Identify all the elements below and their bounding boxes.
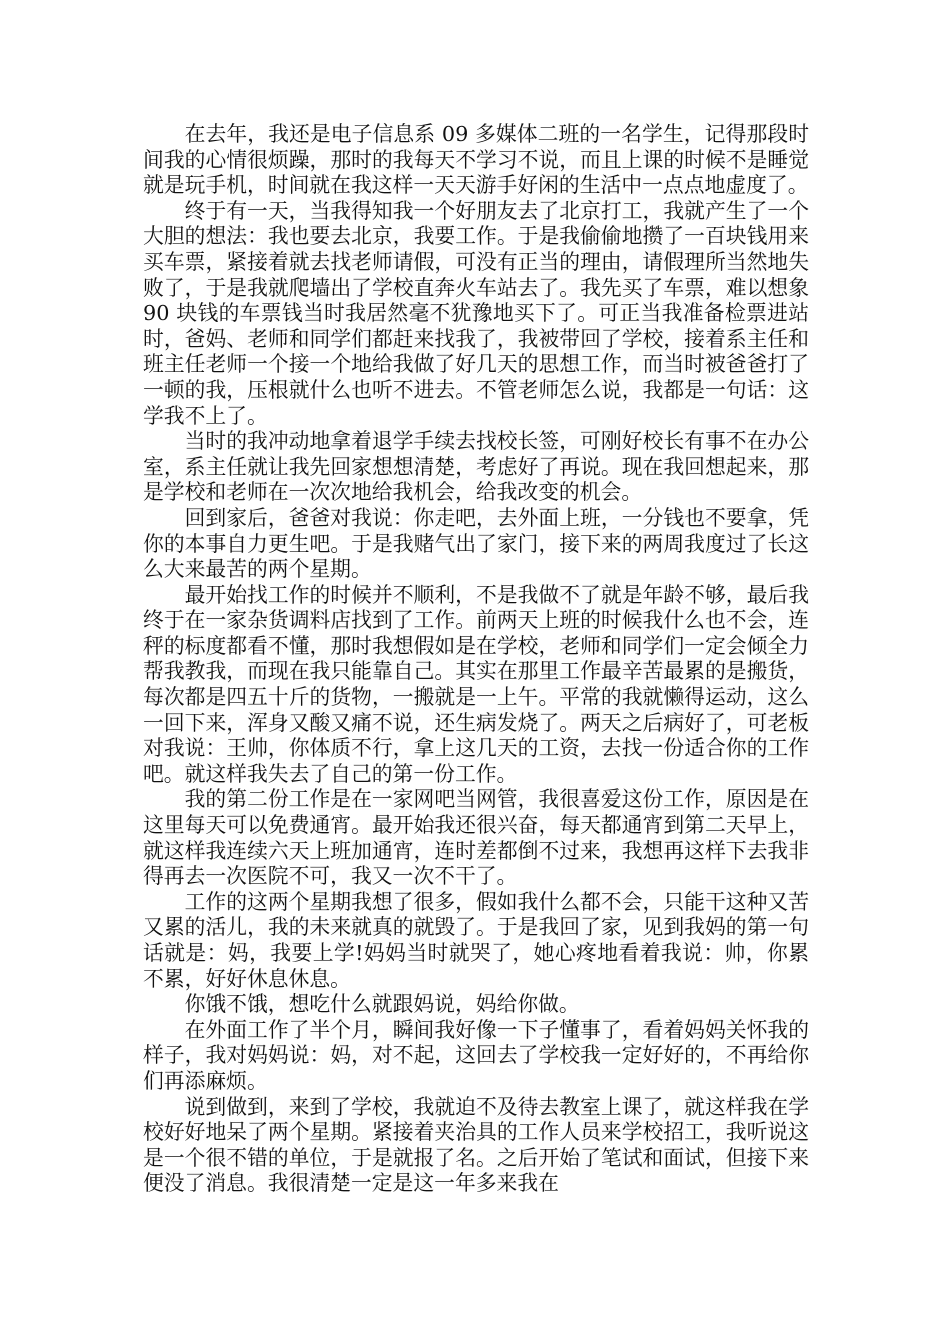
paragraph: 在外面工作了半个月，瞬间我好像一下子懂事了，看着妈妈关怀我的样子，我对妈妈说：妈，对不起，这回去了学校我一定好好的，不再给你们再添麻烦。 [143,1017,809,1093]
paragraph: 我的第二份工作是在一家网吧当网管，我很喜爱这份工作，原因是在这里每天可以免费通宵。最开始我还很兴奋，每天都通宵到第二天早上，就这样我连续六天上班加通宵，连时差都倒不过来，我想再这样下去我非得再去一次医院不可，我又一次不干了。 [143,787,809,889]
paragraph: 你饿不饿，想吃什么就跟妈说，妈给你做。 [184,992,580,1017]
paragraph: 工作的这两个星期我想了很多，假如我什么都不会，只能干这种又苦又累的活儿，我的未来就真的就毁了。于是我回了家，见到我妈的第一句话就是：妈，我要上学!妈妈当时就哭了，她心疼地看着我说：帅，你累不累，好好休息休息。 [143,889,809,991]
paragraph: 最开始找工作的时候并不顺利，不是我做不了就是年龄不够，最后我终于在一家杂货调料店找到了工作。前两天上班的时候我什么也不会，连秤的标度都看不懂，那时我想假如是在学校，老师和同学们一定会倾全力帮我教我，而现在我只能靠自己。其实在那里工作最辛苦最累的是搬货，每次都是四五十斤的货物，一搬就是一上午。平常的我就懒得运动，这么一回下来，浑身又酸又痛不说，还生病发烧了。两天之后病好了，可老板对我说：王帅，你体质不行，拿上这几天的工资，去找一份适合你的工作吧。就这样我失去了自己的第一份工作。 [143,582,809,786]
paragraph: 回到家后，爸爸对我说：你走吧，去外面上班，一分钱也不要拿，凭你的本事自力更生吧。于是我赌气出了家门，接下来的两周我度过了长这么大来最苦的两个星期。 [143,505,809,582]
paragraph: 在去年，我还是电子信息系 09 多媒体二班的一名学生，记得那段时间我的心情很烦躁，那时的我每天不学习不说，而且上课的时候不是睡觉就是玩手机，时间就在我这样一天天游手好闲的生活中一点点地虚度了。 [143,122,809,198]
paragraph: 当时的我冲动地拿着退学手续去找校长签，可刚好校长有事不在办公室，系主任就让我先回家想想清楚，考虑好了再说。现在我回想起来，那是学校和老师在一次次地给我机会，给我改变的机会。 [143,429,809,505]
paragraph: 终于有一天，当我得知我一个好朋友去了北京打工，我就产生了一个大胆的想法：我也要去北京，我要工作。于是我偷偷地攒了一百块钱用来买车票，紧接着就去找老师请假，可没有正当的理由，请假理所当然地失败了，于是我就爬墙出了学校直奔火车站去了。我先买了车票，难以想象 90 块钱的车票钱当时我居然毫不犹豫地买下了。可正当我准备检票进站时，爸妈、老师和同学们都赶来找我了，我被带回了学校，接着系主任和班主任老师一个接一个地给我做了好几天的思想工作，而当时被爸爸打了一顿的我，压根就什么也听不进去。不管老师怎么说，我都是一句话：这学我不上了。 [143,198,809,428]
document-body [143,122,809,1197]
paragraph: 说到做到，来到了学校，我就迫不及待去教室上课了，就这样我在学校好好地呆了两个星期。紧接着夹治具的工作人员来学校招工，我听说这是一个很不错的单位，于是就报了名。之后开始了笔试和面试，但接下来便没了消息。我很清楚一定是这一年多来我在 [143,1094,809,1196]
